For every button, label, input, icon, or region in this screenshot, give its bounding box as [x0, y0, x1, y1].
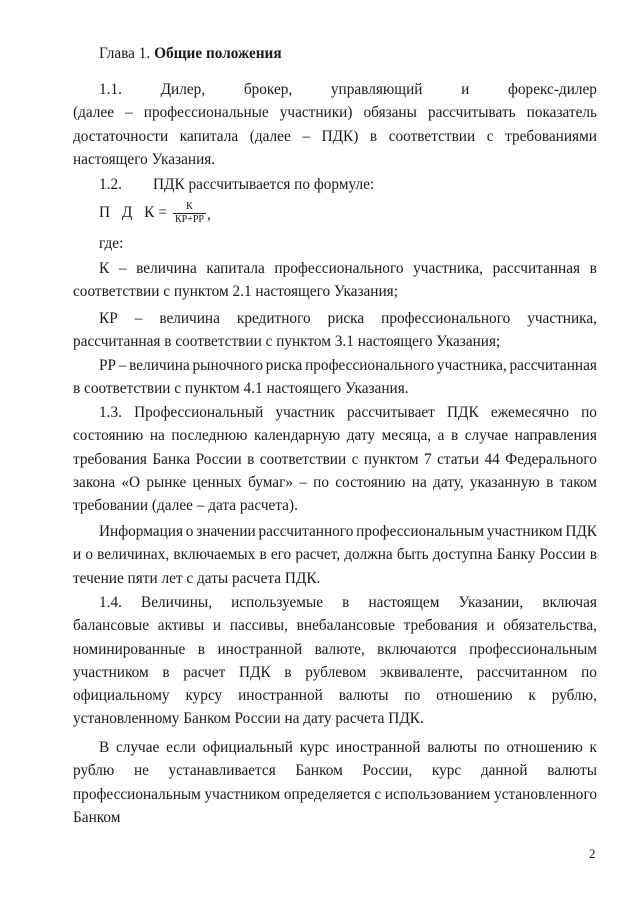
text-line — [73, 638, 597, 661]
word: и — [73, 546, 82, 564]
word: капитала — [206, 260, 265, 277]
word: – — [118, 357, 127, 374]
line-text: течение пяти лет с даты расчета ПДК. — [73, 569, 321, 587]
word: с — [486, 127, 494, 145]
word: Банку — [496, 546, 536, 564]
text-line — [73, 377, 597, 400]
word: последнюю — [171, 427, 248, 445]
word: ПДК — [447, 404, 479, 421]
text-line — [73, 280, 597, 303]
word: и — [486, 617, 495, 635]
text-line — [73, 257, 597, 280]
where-label: где: — [99, 235, 124, 252]
word: включаются — [377, 640, 457, 658]
word: о — [185, 523, 194, 540]
text-line — [73, 614, 597, 637]
word: к — [589, 739, 597, 756]
word: дату — [346, 427, 376, 445]
word: достаточности — [73, 127, 169, 145]
definition-k — [73, 257, 597, 304]
word: Информация — [99, 523, 183, 540]
word: статьи — [437, 450, 480, 468]
word: КР — [99, 310, 118, 327]
word: рынке — [146, 473, 187, 491]
word: участника, — [527, 310, 597, 327]
word: должна — [344, 546, 393, 564]
line-text: требовании (далее – дата расчета). — [73, 497, 298, 515]
word: на — [149, 427, 165, 445]
word: включая — [542, 594, 597, 611]
word: ПДК — [565, 523, 597, 540]
word: – — [125, 104, 133, 122]
formula-denominator: КР+РР — [174, 213, 204, 225]
word: значении — [196, 523, 256, 540]
line-text: в соответствии с пунктом 4.1 настоящего Указания. — [73, 380, 409, 398]
word: ПДК — [239, 663, 271, 681]
text-line — [73, 471, 597, 494]
word: месяца, — [381, 427, 432, 445]
word: Банка — [152, 450, 191, 468]
word: России — [539, 546, 586, 564]
word: рассчитывать — [427, 104, 516, 122]
text-line — [73, 330, 597, 353]
word: определяется — [283, 785, 371, 803]
word: форекс-дилер — [507, 81, 597, 98]
word: и — [461, 81, 470, 98]
word: 1.1. — [99, 81, 122, 98]
word: участники) — [279, 104, 353, 122]
word: участником — [204, 785, 281, 803]
word: соответствии — [388, 127, 476, 145]
word: пассивы, — [229, 617, 288, 635]
word: включаемых — [173, 546, 256, 564]
word: в — [369, 127, 378, 145]
text-line — [73, 567, 597, 590]
word: валюты — [427, 739, 478, 756]
word: – — [118, 260, 127, 277]
word: Величины, — [141, 594, 213, 611]
clause-text: ПДК рассчитывается по формуле: — [153, 176, 375, 193]
word: величина — [136, 260, 197, 277]
word: участником — [73, 663, 149, 681]
chapter-title: Общие положения — [154, 45, 282, 62]
formula-numerator: К — [186, 200, 193, 212]
word: настоящем — [368, 594, 440, 611]
word: РР — [99, 357, 117, 374]
word: курс — [431, 762, 462, 780]
pdk-formula — [99, 197, 211, 229]
text-line — [73, 101, 597, 124]
word: риска — [327, 310, 365, 327]
word: 44 — [484, 450, 500, 468]
word: по — [404, 687, 421, 705]
word: обязательства, — [503, 617, 597, 635]
word: рассчитанная — [492, 260, 581, 277]
word: величина — [159, 310, 220, 327]
paragraph-currency — [73, 736, 597, 829]
word: соответствии — [259, 450, 347, 468]
text-line — [73, 783, 597, 806]
line-text: Банком — [73, 808, 121, 826]
word: – — [299, 473, 307, 491]
word: (далее — [249, 127, 291, 145]
formula-fraction — [173, 201, 206, 226]
word: эквиваленте, — [379, 663, 464, 681]
word: в — [284, 663, 292, 681]
word: валюте, — [314, 640, 365, 658]
word: К — [99, 260, 110, 277]
word: закона — [73, 473, 116, 491]
chapter-heading — [99, 42, 282, 65]
word: в — [589, 260, 597, 277]
formula-comma: , — [206, 206, 211, 223]
word: профессиональным — [73, 785, 201, 803]
word: установленного — [494, 785, 597, 803]
word: данной — [480, 762, 528, 780]
word: В — [99, 739, 110, 756]
word: если — [166, 739, 196, 756]
word: на — [411, 473, 427, 491]
word: управляющий — [330, 81, 423, 98]
chapter-number: Глава 1. — [99, 45, 151, 62]
word: участником — [486, 523, 563, 540]
word: дату, — [433, 473, 464, 491]
word: рассчитывает — [347, 404, 435, 421]
word: с — [374, 785, 382, 803]
text-line — [73, 759, 597, 782]
text-line — [73, 494, 597, 517]
word: валюты — [338, 687, 389, 705]
text-line — [73, 661, 597, 684]
word: требования — [403, 617, 478, 635]
word: номинированные — [73, 640, 186, 658]
line-text: настоящего Указания. — [73, 150, 216, 168]
word: пунктом — [363, 450, 419, 468]
text-line — [73, 591, 597, 614]
word: внебалансовые — [296, 617, 395, 635]
word: иностранной — [335, 739, 421, 756]
word: случае — [115, 739, 160, 756]
word: профессиональным — [356, 523, 485, 540]
word: кредитного — [236, 310, 311, 327]
paragraph-1-2-line — [73, 173, 597, 196]
word: в — [450, 427, 459, 445]
word: состоянию — [335, 473, 406, 491]
word: Указании, — [458, 594, 524, 611]
word: в — [546, 473, 554, 491]
text-line — [73, 684, 597, 707]
word: по — [581, 663, 597, 681]
paragraph-1-1 — [73, 78, 597, 171]
word: расчет — [183, 663, 226, 681]
paragraph-info — [73, 520, 597, 590]
word: таком — [559, 473, 597, 491]
word: календарную — [253, 427, 341, 445]
line-text: рассчитанная в соответствии с пунктом 3.1 настоящего Указания; — [73, 333, 501, 351]
word: показатель — [526, 104, 597, 122]
word: устанавливается — [168, 762, 276, 780]
word: указанную — [469, 473, 540, 491]
word: требования — [73, 450, 147, 468]
word: профессиональным — [469, 640, 597, 658]
word: балансовые — [73, 617, 150, 635]
word: использованием — [384, 785, 491, 803]
word: активы — [157, 617, 205, 635]
text-line — [73, 707, 597, 730]
word: Профессиональный — [134, 404, 264, 421]
word: профессионального — [381, 310, 511, 327]
line-text: установленному Банком России на дату расчета ПДК. — [73, 710, 424, 728]
word: и — [212, 617, 222, 635]
word: официальный — [202, 739, 293, 756]
text-line — [73, 448, 597, 471]
word: доступна — [432, 546, 493, 564]
word: в — [162, 663, 170, 681]
word: требованиями — [505, 127, 597, 145]
word: быть — [396, 546, 429, 564]
word: не — [133, 762, 149, 780]
word: иностранной — [238, 687, 323, 705]
word: профессионального — [305, 357, 435, 374]
text-line — [73, 78, 597, 101]
definition-rr — [73, 354, 597, 401]
text-line — [73, 543, 597, 566]
text-line — [73, 520, 597, 543]
word: по — [581, 404, 597, 421]
word: обязаны — [363, 104, 417, 122]
word: – — [134, 310, 143, 327]
definition-kr — [73, 307, 597, 354]
text-line — [73, 125, 597, 148]
word: валюты — [547, 762, 597, 780]
text-line — [73, 806, 597, 829]
word: величинах, — [97, 546, 170, 564]
word: 1.3. — [99, 404, 122, 421]
word: рыночного — [192, 357, 263, 374]
word: в — [342, 594, 350, 611]
word: капитала — [179, 127, 239, 145]
word: ПДК) — [321, 127, 359, 145]
text-line — [73, 148, 597, 171]
word: по — [313, 473, 329, 491]
word: ценных — [192, 473, 242, 491]
word: в — [259, 546, 267, 564]
word: в — [589, 546, 597, 564]
word: к — [528, 687, 536, 705]
word: расчет, — [295, 546, 341, 564]
word: 7 — [424, 450, 432, 468]
word: ежемесячно — [490, 404, 569, 421]
word: его — [270, 546, 292, 564]
text-line — [73, 307, 597, 330]
word: риска — [265, 357, 303, 374]
word: «О — [121, 473, 141, 491]
word: брокер, — [243, 81, 293, 98]
word: рассчитанного — [258, 523, 354, 540]
word: по — [483, 739, 500, 756]
word: участника, — [436, 357, 507, 374]
word: рублю, — [551, 687, 597, 705]
paragraph-1-4 — [73, 591, 597, 731]
word: Федерального — [505, 450, 597, 468]
word: Дилер, — [160, 81, 206, 98]
word: 1.4. — [99, 594, 122, 611]
word: с — [351, 450, 359, 468]
word: в — [197, 640, 206, 658]
page-number: 2 — [589, 846, 596, 861]
where-label-block — [73, 232, 597, 255]
word: России, — [362, 762, 413, 780]
word: случае — [464, 427, 509, 445]
word: рублевом — [305, 663, 367, 681]
paragraph-1-2 — [73, 173, 597, 196]
word: состоянию — [73, 427, 144, 445]
word: а — [437, 427, 445, 445]
word: (далее — [73, 104, 115, 122]
word: участник — [275, 404, 335, 421]
word: направления — [514, 427, 597, 445]
word: отношению — [506, 739, 583, 756]
paragraph-1-3 — [73, 401, 597, 517]
word: – — [302, 127, 310, 145]
word: участника, — [413, 260, 483, 277]
word: иностранной — [217, 640, 303, 658]
word: рассчитанном — [476, 663, 568, 681]
word: курсу — [185, 687, 223, 705]
text-line — [73, 424, 597, 447]
word: рассчитанная — [509, 357, 597, 374]
text-line — [73, 401, 597, 424]
formula-lhs: П Д К — [99, 204, 159, 221]
word: курс — [299, 739, 330, 756]
word: бумаг» — [248, 473, 293, 491]
word: профессионального — [274, 260, 404, 277]
word: используемые — [231, 594, 324, 611]
word: рублю — [73, 762, 115, 780]
formula-equals: = — [158, 204, 167, 221]
word: профессиональные — [143, 104, 269, 122]
word: величина — [129, 357, 190, 374]
word: официальному — [73, 687, 170, 705]
word: России — [195, 450, 242, 468]
text-line — [73, 736, 597, 759]
word: в — [247, 450, 255, 468]
word: Банком — [295, 762, 343, 780]
text-line — [73, 354, 597, 377]
word: о — [85, 546, 93, 564]
clause-number: 1.2. — [99, 176, 122, 193]
word: отношению — [436, 687, 513, 705]
line-text: соответствии с пунктом 2.1 настоящего Указания; — [73, 283, 398, 301]
